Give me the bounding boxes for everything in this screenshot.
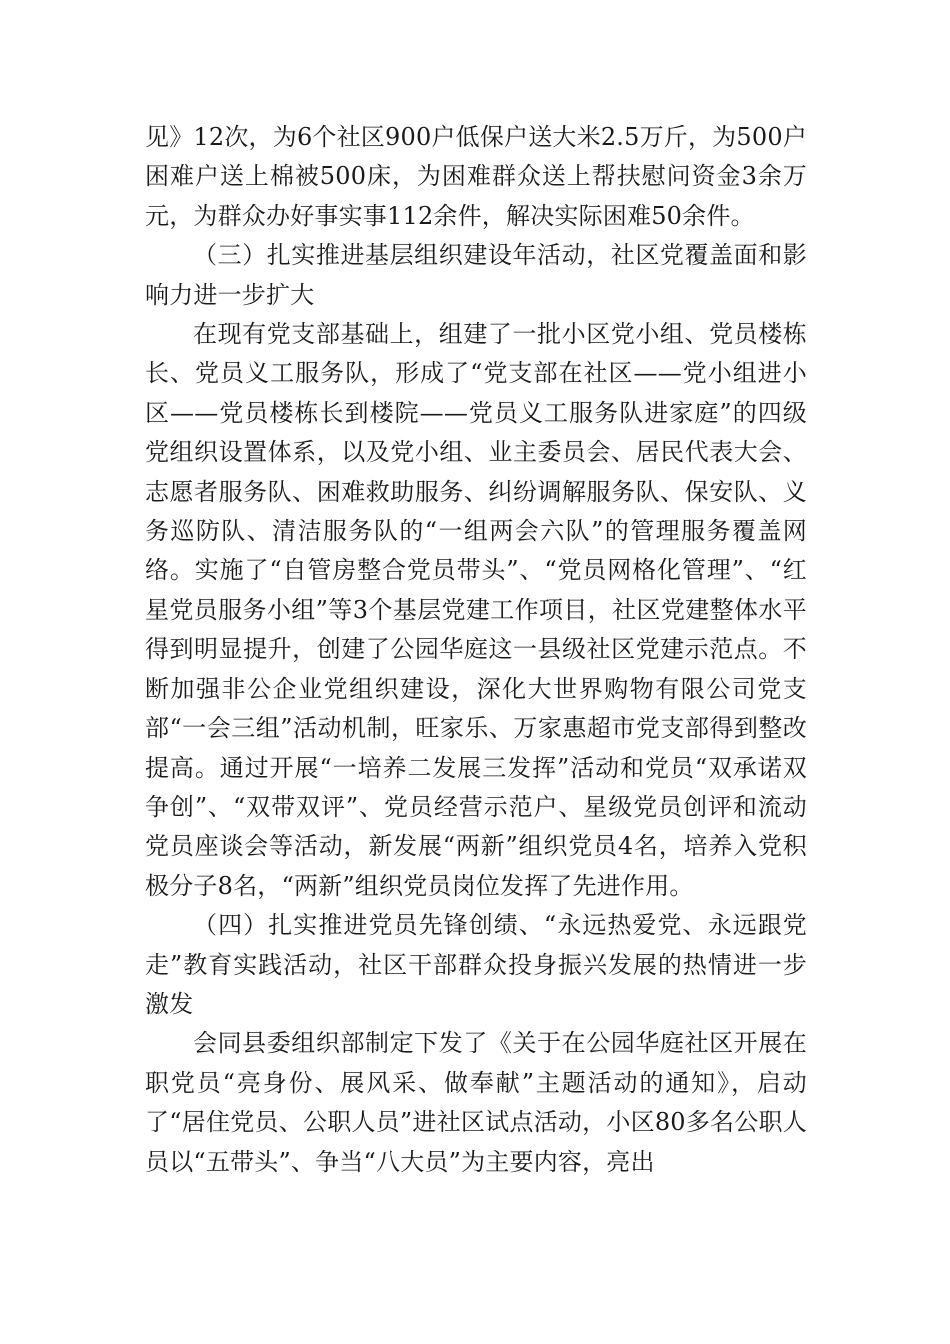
document-page	[145, 118, 807, 1182]
body-paragraph: 见》12次，为6个社区900户低保户送大米2.5万斤，为500户困难户送上棉被500床，为困难群众送上帮扶慰问资金3余万元，为群众办好事实事112余件，解决实际困难50余件。	[145, 123, 807, 230]
body-paragraph: 会同县委组织部制定下发了《关于在公园华庭社区开展在职党员“亮身份、展风采、做奉献”主题活动的通知》，启动了“居住党员、公职人员”进社区试点活动，小区80多名公职人员以“五带头”、争当“八大员”为主要内容，亮出	[145, 1029, 807, 1176]
section-heading-three: （三）扎实推进基层组织建设年活动，社区党覆盖面和影响力进一步扩大	[145, 241, 807, 309]
section-heading-four: （四）扎实推进党员先锋创绩、“永远热爱党、永远跟党走”教育实践活动，社区干部群众投身振兴发展的热情进一步激发	[145, 911, 807, 1018]
body-paragraph: 在现有党支部基础上，组建了一批小区党小组、党员楼栋长、党员义工服务队，形成了“党支部在社区——党小组进小区——党员楼栋长到楼院——党员义工服务队进家庭”的四级党组织设置体系，以及党小组、业主委员会、居民代表大会、志愿者服务队、困难救助服务、纠纷调解服务队、保安队、义务巡防队、清洁服务队的“一组两会六队”的管理服务覆盖网络。实施了“自管房整合党员带头”、“党员网格化管理”、“红星党员服务小组”等3个基层党建工作项目，社区党建整体水平得到明显提升，创建了公园华庭这一县级社区党建示范点。不断加强非公企业党组织建设，深化大世界购物有限公司党支部“一会三组”活动机制，旺家乐、万家惠超市党支部得到整改提高。通过开展“一培养二发展三发挥”活动和党员“双承诺双争创”、“双带双评”、党员经营示范户、星级党员创评和流动党员座谈会等活动，新发展“两新”组织党员4名，培养入党积极分子8名，“两新”组织党员岗位发挥了先进作用。	[145, 320, 807, 900]
